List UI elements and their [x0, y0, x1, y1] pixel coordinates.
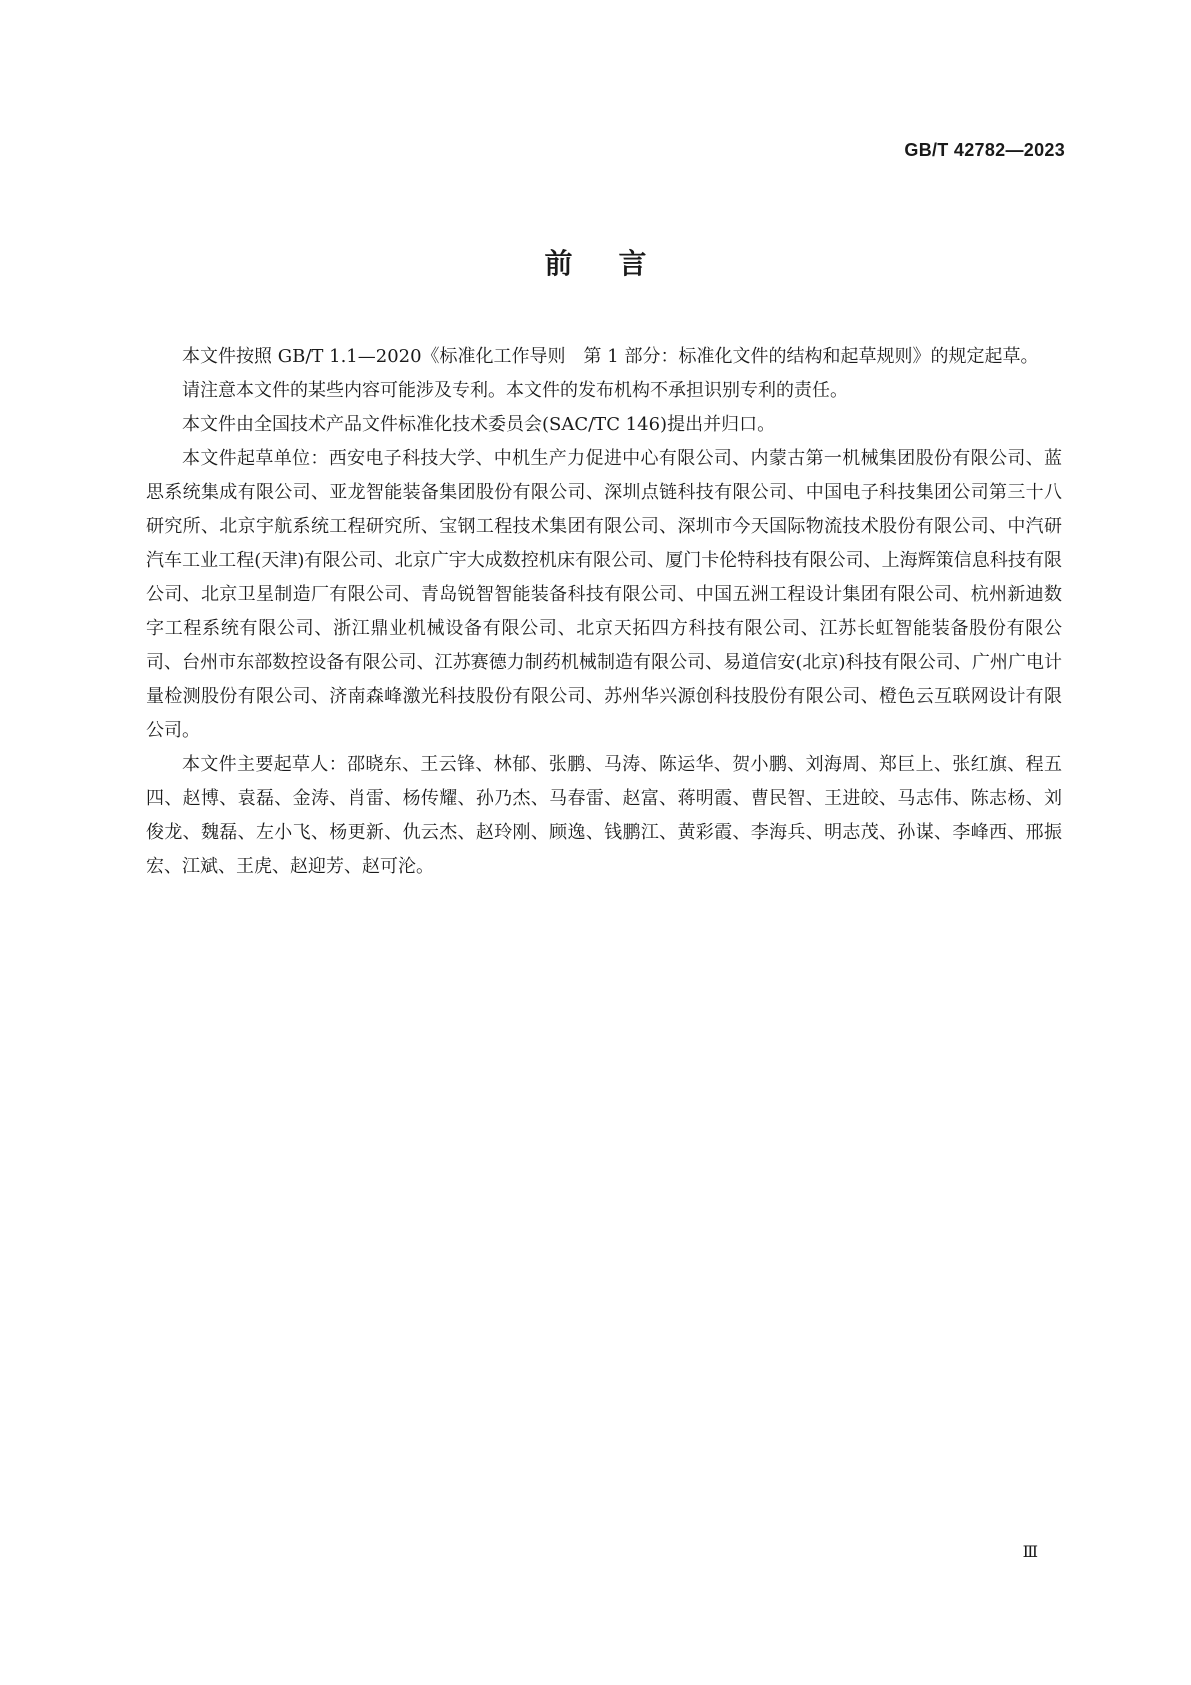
paragraph-drafters: 本文件主要起草人：邵晓东、王云锋、林郁、张鹏、马涛、陈运华、贺小鹏、刘海周、郑巨上、张红旗、程五四、赵博、袁磊、金涛、肖雷、杨传耀、孙乃杰、马春雷、赵富、蒋明霞、曹民智、王进皎、马志伟、陈志杨、刘俊龙、魏磊、左小飞、杨更新、仇云杰、赵玲刚、顾逸、钱鹏江、黄彩霞、李海兵、明志茂、孙谋、李峰西、邢振宏、江斌、王虎、赵迎芳、赵可沦。: [146, 754, 1062, 877]
document-body: [146, 340, 1062, 884]
paragraph-patent-notice: 请注意本文件的某些内容可能涉及专利。本文件的发布机构不承担识别专利的责任。: [182, 380, 848, 401]
standard-number: GB/T 42782—2023: [904, 140, 1065, 160]
page-number: Ⅲ: [1022, 1544, 1037, 1561]
page-title: 前言: [544, 247, 693, 280]
paragraph-drafting-rules: 本文件按照 GB/T 1.1—2020《标准化工作导则 第 1 部分：标准化文件的结构和起草规则》的规定起草。: [182, 346, 1039, 367]
paragraph-drafting-units: 本文件起草单位：西安电子科技大学、中机生产力促进中心有限公司、内蒙古第一机械集团股份有限公司、蓝思系统集成有限公司、亚龙智能装备集团股份有限公司、深圳点链科技有限公司、中国电子科技集团公司第三十八研究所、北京宇航系统工程研究所、宝钢工程技术集团有限公司、深圳市今天国际物流技术股份有限公司、中汽研汽车工业工程(天津)有限公司、北京广宇大成数控机床有限公司、厦门卡伦特科技有限公司、上海辉策信息科技有限公司、北京卫星制造厂有限公司、青岛锐智智能装备科技有限公司、中国五洲工程设计集团有限公司、杭州新迪数字工程系统有限公司、浙江鼎业机械设备有限公司、北京天拓四方科技有限公司、江苏长虹智能装备股份有限公司、台州市东部数控设备有限公司、江苏赛德力制药机械制造有限公司、易道信安(北京)科技有限公司、广州广电计量检测股份有限公司、济南森峰激光科技股份有限公司、苏州华兴源创科技股份有限公司、橙色云互联网设计有限公司。: [146, 448, 1062, 741]
paragraph-proposer: 本文件由全国技术产品文件标准化技术委员会(SAC/TC 146)提出并归口。: [182, 414, 776, 435]
